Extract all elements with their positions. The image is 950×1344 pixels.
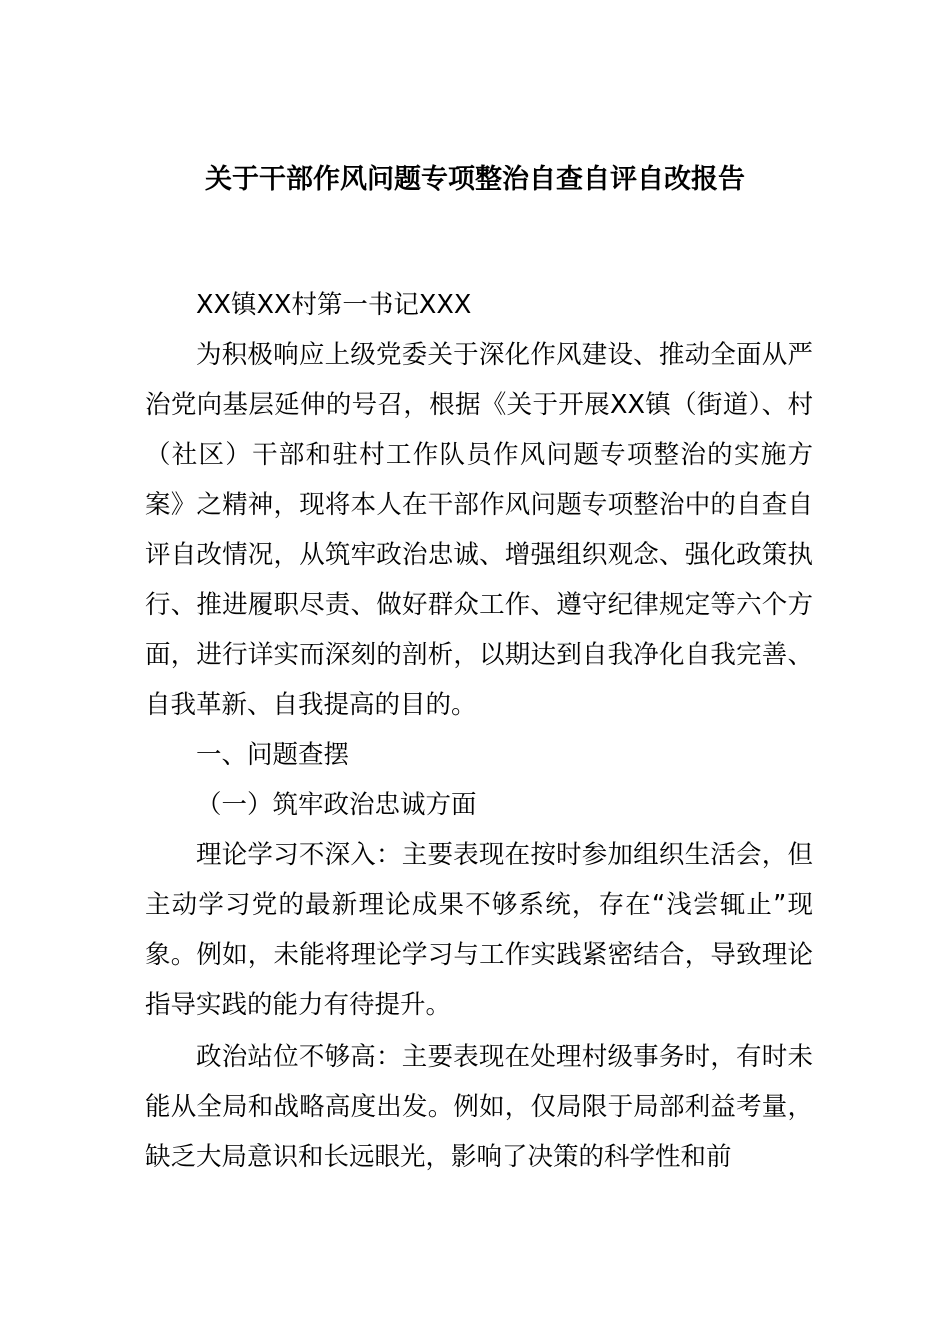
author-line: XX镇XX村第一书记XXX	[196, 290, 472, 320]
body-paragraph-theory-study: 理论学习不深入：主要表现在按时参加组织生活会，但主动学习党的最新理论成果不够系统，存在“浅尝辄止”现象。例如，未能将理论学习与工作实践紧密结合，导致理论指导实践的能力有待提升。	[145, 840, 813, 1020]
section-heading: 一、问题查摆	[196, 740, 350, 770]
intro-paragraph: 为积极响应上级党委关于深化作风建设、推动全面从严治党向基层延伸的号召，根据《关于开展XX镇（街道）、村（社区）干部和驻村工作队员作风问题专项整治的实施方案》之精神，现将本人在干部作风问题专项整治中的自查自评自改情况，从筑牢政治忠诚、增强组织观念、强化政策执行、推进履职尽责、做好群众工作、遵守纪律规定等六个方面，进行详实而深刻的剖析，以期达到自我净化自我完善、自我革新、自我提高的目的。	[145, 340, 813, 720]
subsection-heading: （一）筑牢政治忠诚方面	[196, 790, 477, 820]
document-body	[145, 280, 813, 1182]
document-title: 关于干部作风问题专项整治自查自评自改报告	[205, 164, 745, 195]
body-paragraph-political-stance: 政治站位不够高：主要表现在处理村级事务时，有时未能从全局和战略高度出发。例如，仅局限于局部利益考量，缺乏大局意识和长远眼光，影响了决策的科学性和前	[145, 1042, 813, 1172]
